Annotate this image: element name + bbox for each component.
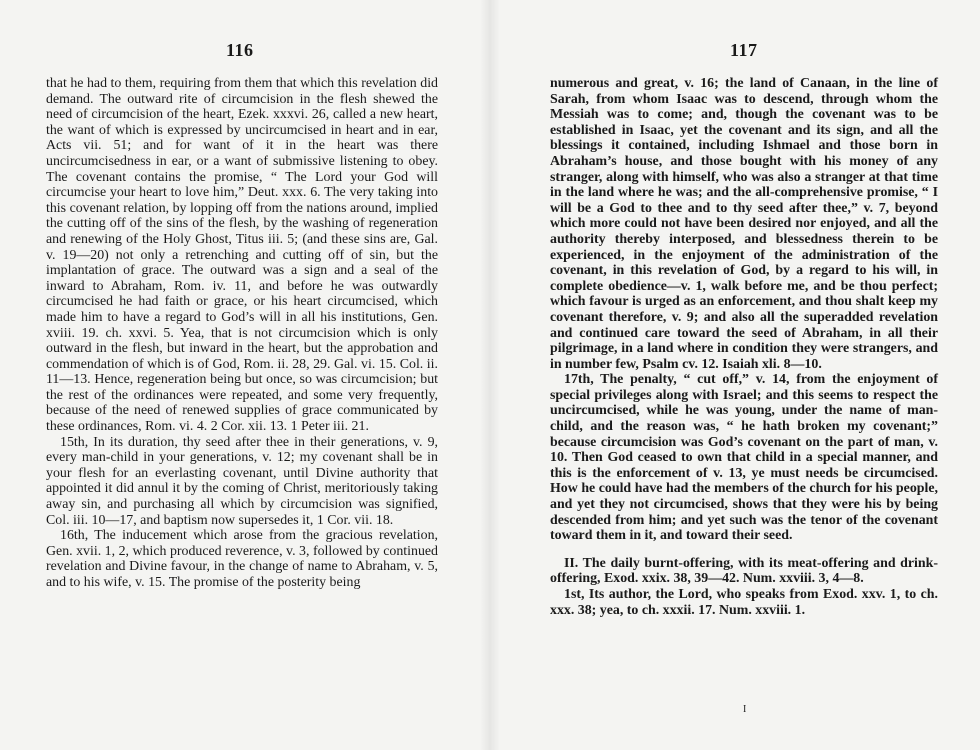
right-paragraph-1: numerous and great, v. 16; the land of Canaan, in the line of Sarah, from whom Isaac was to descend, through whom the Messiah was to come; and, though the covenant was to be established in Isaac, yet the covenant and its sign, and all the blessings it contained, including Ishmael and those born in Abraham’s house, and those bought with his money of any stranger, along with himself, who was also a stranger at that time in the land where he was; and the all-comprehensive promise, “ I will be a God to thee and to thy seed after thee,” v. 7, beyond which more could not have been desired nor enjoyed, and all the authority thereby interposed, and blessedness therein to be experienced, in the enjoyment of the administration of the covenant, in this revelation of God, by a regard to his will, in complete obedience—v. 1, walk before me, and be thou perfect; which favour is urged as an enforcement, and thou shalt keep my covenant therefore, v. 9; and also all the superadded revelation and continued care toward the seed of Abraham, in all their pilgrimage, in a land where in condition they were strangers, and in number few, Psalm cv. 12. Isaiah xli. 8—10. bbox=[550, 76, 938, 372]
left-page-text bbox=[46, 76, 438, 591]
right-paragraph-2: 17th, The penalty, “ cut off,” v. 14, from the enjoyment of special privileges along with Israel; and this seems to respect the uncircumcised, while he was young, under the name of man-child, and the reason was, “ he hath broken my covenant;” because circumcision was God’s covenant on the part of man, v. 10. Then God ceased to own that child in a special manner, and this is the enforcement of v. 13, ye must needs be circumcised. How he could have had the members of the church for his people, and yet they not circumcised, shows that they were his by being descended from him; and yet such was the tenor of the covenant toward them in it, and toward their seed. bbox=[550, 372, 938, 544]
right-paragraph-4: 1st, Its author, the Lord, who speaks from Exod. xxv. 1, to ch. xxx. 38; yea, to ch. xxxii. 17. Num. xxviii. 1. bbox=[550, 587, 938, 618]
left-paragraph-1: that he had to them, requiring from them that which this revelation did demand. The outward rite of circumcision in the flesh shewed the need of circumcision of the heart, Ezek. xxxvi. 26, called a new heart, the want of which is expressed by uncircumcised in heart and in ear, Acts vii. 51; and for want of it in the heart was there uncircumcisedness in ear, or a want of submissive listening to obey. The covenant contains the promise, “ The Lord your God will circumcise your heart to love him,” Deut. xxx. 6. The very taking into this covenant relation, by lopping off from the nations around, implied the cutting off of the sins of the flesh, by the washing of regeneration and renewing of the Holy Ghost, Titus iii. 5; (and these sins are, Gal. v. 19—20) not only a retrenching and cutting off of sin, but the implantation of grace. The outward was a sign and a seal of the inward to Abraham, Rom. iv. 11, and before he was outwardly circumcised he had faith or grace, or his heart circumcised, which made him to have a regard to God’s will in all his institutions, Gen. xviii. 19. ch. xxvi. 5. Yea, that is not circumcision which is only outward in the flesh, but inward in the heart, but the approbation and commendation of which is of God, Rom. ii. 28, 29. Gal. vi. 15. Col. ii. 11—13. Hence, regeneration being but once, so was circumcision; but the rest of the ordinances were repeated, and some very frequently, because of the need of renewed supplies of grace communicated by these ordinances, Rom. vi. 4. 2 Cor. xii. 13. 1 Peter iii. 21. bbox=[46, 76, 438, 435]
right-page-number: 117 bbox=[730, 40, 758, 60]
right-paragraph-3: II. The daily burnt-offering, with its meat-offering and drink-offering, Exod. xxix. 38, 39—42. Num. xxviii. 3, 4—8. bbox=[550, 555, 938, 587]
right-page-text bbox=[550, 76, 938, 618]
left-paragraph-3: 16th, The inducement which arose from the gracious revelation, Gen. xvii. 1, 2, which produced reverence, v. 3, followed by continued revelation and Divine favour, in the change of name to Abraham, v. 5, and to his wife, v. 15. The promise of the posterity being bbox=[46, 528, 438, 590]
signature-mark: I bbox=[743, 704, 747, 715]
right-page bbox=[490, 0, 980, 750]
left-paragraph-2: 15th, In its duration, thy seed after thee in their generations, v. 9, every man-child in your generations, v. 12; my covenant shall be in your flesh for an everlasting covenant, until Divine authority that appointed it did annul it by the coming of Christ, meritoriously taking away sin, and purchasing all which by circumcision was signified, Col. iii. 10—17, and baptism now supersedes it, 1 Cor. vii. 18. bbox=[46, 434, 438, 528]
left-page-number: 116 bbox=[226, 40, 254, 60]
